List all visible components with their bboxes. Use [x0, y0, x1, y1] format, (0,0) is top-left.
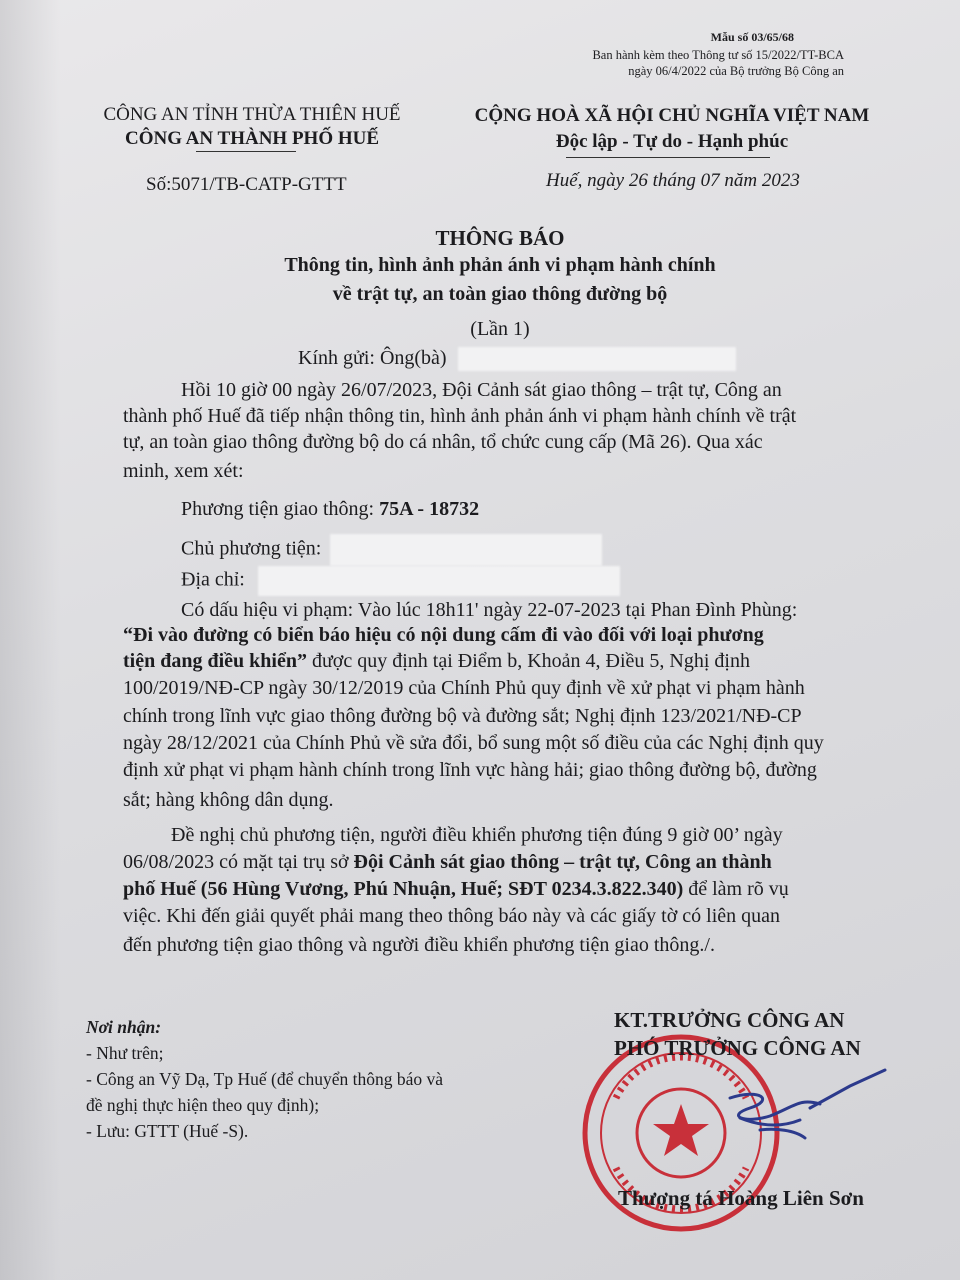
request-line-3-bold: phố Huế (56 Hùng Vương, Phú Nhuận, Huế; SĐT 0234.3.822.340) — [123, 878, 684, 900]
redacted-recipient-name — [458, 347, 736, 371]
form-note-line2: ngày 06/4/2022 của Bộ trưởng Bộ Công an — [628, 64, 844, 78]
plate-value: 75A - 18732 — [379, 498, 480, 520]
place-date: Huế, ngày 26 tháng 07 năm 2023 — [546, 170, 800, 191]
document-title: THÔNG BÁO — [435, 226, 565, 250]
vehicle-owner-line — [181, 534, 602, 566]
violation-line-4: 100/2019/NĐ-CP ngày 30/12/2019 của Chính Phủ quy định về xử phạt vi phạm hành — [123, 677, 805, 699]
agency-line2: CÔNG AN THÀNH PHỐ HUẾ — [124, 128, 380, 149]
request-line-2-bold: Đội Cảnh sát giao thông – trật tự, Công an thành — [353, 851, 772, 873]
agency-underline — [196, 151, 296, 152]
redacted-owner — [330, 534, 602, 566]
page-shadow — [0, 0, 60, 1280]
violation-line-8: sắt; hàng không dân dụng. — [123, 789, 334, 811]
redacted-address — [258, 566, 620, 596]
intro-line-2: thành phố Huế đã tiếp nhận thông tin, hình ảnh phản ánh vi phạm hành chính về trật — [123, 405, 797, 427]
plate-label: Phương tiện giao thông: — [181, 498, 375, 520]
address-label: Địa chỉ: — [181, 568, 245, 591]
handwritten-signature — [700, 1058, 890, 1158]
violation-line-3-rest: được quy định tại Điểm b, Khoản 4, Điều 5, Nghị định — [306, 650, 750, 672]
request-line-1: Đề nghị chủ phương tiện, người điều khiển phương tiện đúng 9 giờ 00’ ngày — [171, 824, 783, 846]
violation-line-3 — [123, 650, 750, 673]
recipient-item-1: - Như trên; — [86, 1043, 164, 1063]
recipient-line — [298, 347, 736, 371]
form-note-line1: Ban hành kèm theo Thông tư số 15/2022/TT-BCA — [592, 48, 844, 62]
signer-name: Thượng tá Hoàng Liên Sơn — [618, 1186, 864, 1210]
document-number: Số:5071/TB-CATP-GTTT — [146, 174, 347, 195]
request-line-3-rest: để làm rõ vụ — [683, 878, 789, 900]
recipients-title: Nơi nhận: — [86, 1017, 162, 1037]
recipient-item-3: đề nghị thực hiện theo quy định); — [86, 1095, 320, 1115]
signature-title-1: KT.TRƯỞNG CÔNG AN — [614, 1008, 845, 1032]
motto-underline — [566, 157, 770, 158]
violation-line-1: Có dấu hiệu vi phạm: Vào lúc 18h11' ngày 22-07-2023 tại Phan Đình Phùng: — [181, 599, 798, 621]
request-line-3 — [123, 878, 789, 901]
attempt-number: (Lần 1) — [470, 318, 530, 340]
violation-line-6: ngày 28/12/2021 của Chính Phủ về sửa đổi, bổ sung một số điều của các Nghị định quy — [123, 732, 824, 754]
form-code: Mẫu số 03/65/68 — [710, 30, 794, 44]
request-line-2-plain: 06/08/2023 có mặt tại trụ sở — [123, 851, 354, 873]
agency-line1: CÔNG AN TỈNH THỪA THIÊN HUẾ — [103, 104, 401, 125]
violation-line-2: “Đi vào đường có biển báo hiệu có nội dung cấm đi vào đối với loại phương — [123, 624, 764, 646]
address-line — [181, 566, 620, 596]
recipient-label: Kính gửi: Ông(bà) — [298, 347, 447, 369]
request-line-2 — [123, 851, 772, 874]
intro-line-1: Hồi 10 giờ 00 ngày 26/07/2023, Đội Cảnh sát giao thông – trật tự, Công an — [181, 379, 782, 401]
signature-title-2: PHÓ TRƯỞNG CÔNG AN — [614, 1036, 861, 1060]
vehicle-plate-line — [181, 498, 479, 521]
recipient-item-2: - Công an Vỹ Dạ, Tp Huế (để chuyển thông báo và — [86, 1069, 444, 1089]
violation-line-7: định xử phạt vi phạm hành chính trong lĩnh vực hàng hải; giao thông đường bộ, đường — [123, 759, 817, 781]
intro-line-4: minh, xem xét: — [123, 460, 244, 482]
document-subtitle-2: về trật tự, an toàn giao thông đường bộ — [332, 283, 668, 305]
nation-motto: Độc lập - Tự do - Hạnh phúc — [555, 131, 789, 152]
request-line-4: việc. Khi đến giải quyết phải mang theo thông báo này và các giấy tờ có liên quan — [123, 905, 781, 927]
owner-label: Chủ phương tiện: — [181, 537, 322, 560]
intro-line-3: tự, an toàn giao thông đường bộ do cá nhân, tổ chức cung cấp (Mã 26). Qua xác — [123, 431, 763, 453]
document-subtitle-1: Thông tin, hình ảnh phản ánh vi phạm hành chính — [284, 254, 716, 276]
agency-header — [82, 103, 422, 151]
recipients-block — [86, 1014, 443, 1144]
request-line-5: đến phương tiện giao thông và người điều khiển phương tiện giao thông./. — [123, 934, 715, 956]
nation-header — [452, 103, 892, 155]
violation-line-5: chính trong lĩnh vực giao thông đường bộ và đường sắt; Nghị định 123/2021/NĐ-CP — [123, 705, 802, 727]
nation-line1: CỘNG HOÀ XÃ HỘI CHỦ NGHĨA VIỆT NAM — [474, 105, 870, 126]
violation-line-3-bold: tiện đang điều khiển” — [123, 650, 307, 672]
recipient-item-4: - Lưu: GTTT (Huế -S). — [86, 1121, 249, 1141]
